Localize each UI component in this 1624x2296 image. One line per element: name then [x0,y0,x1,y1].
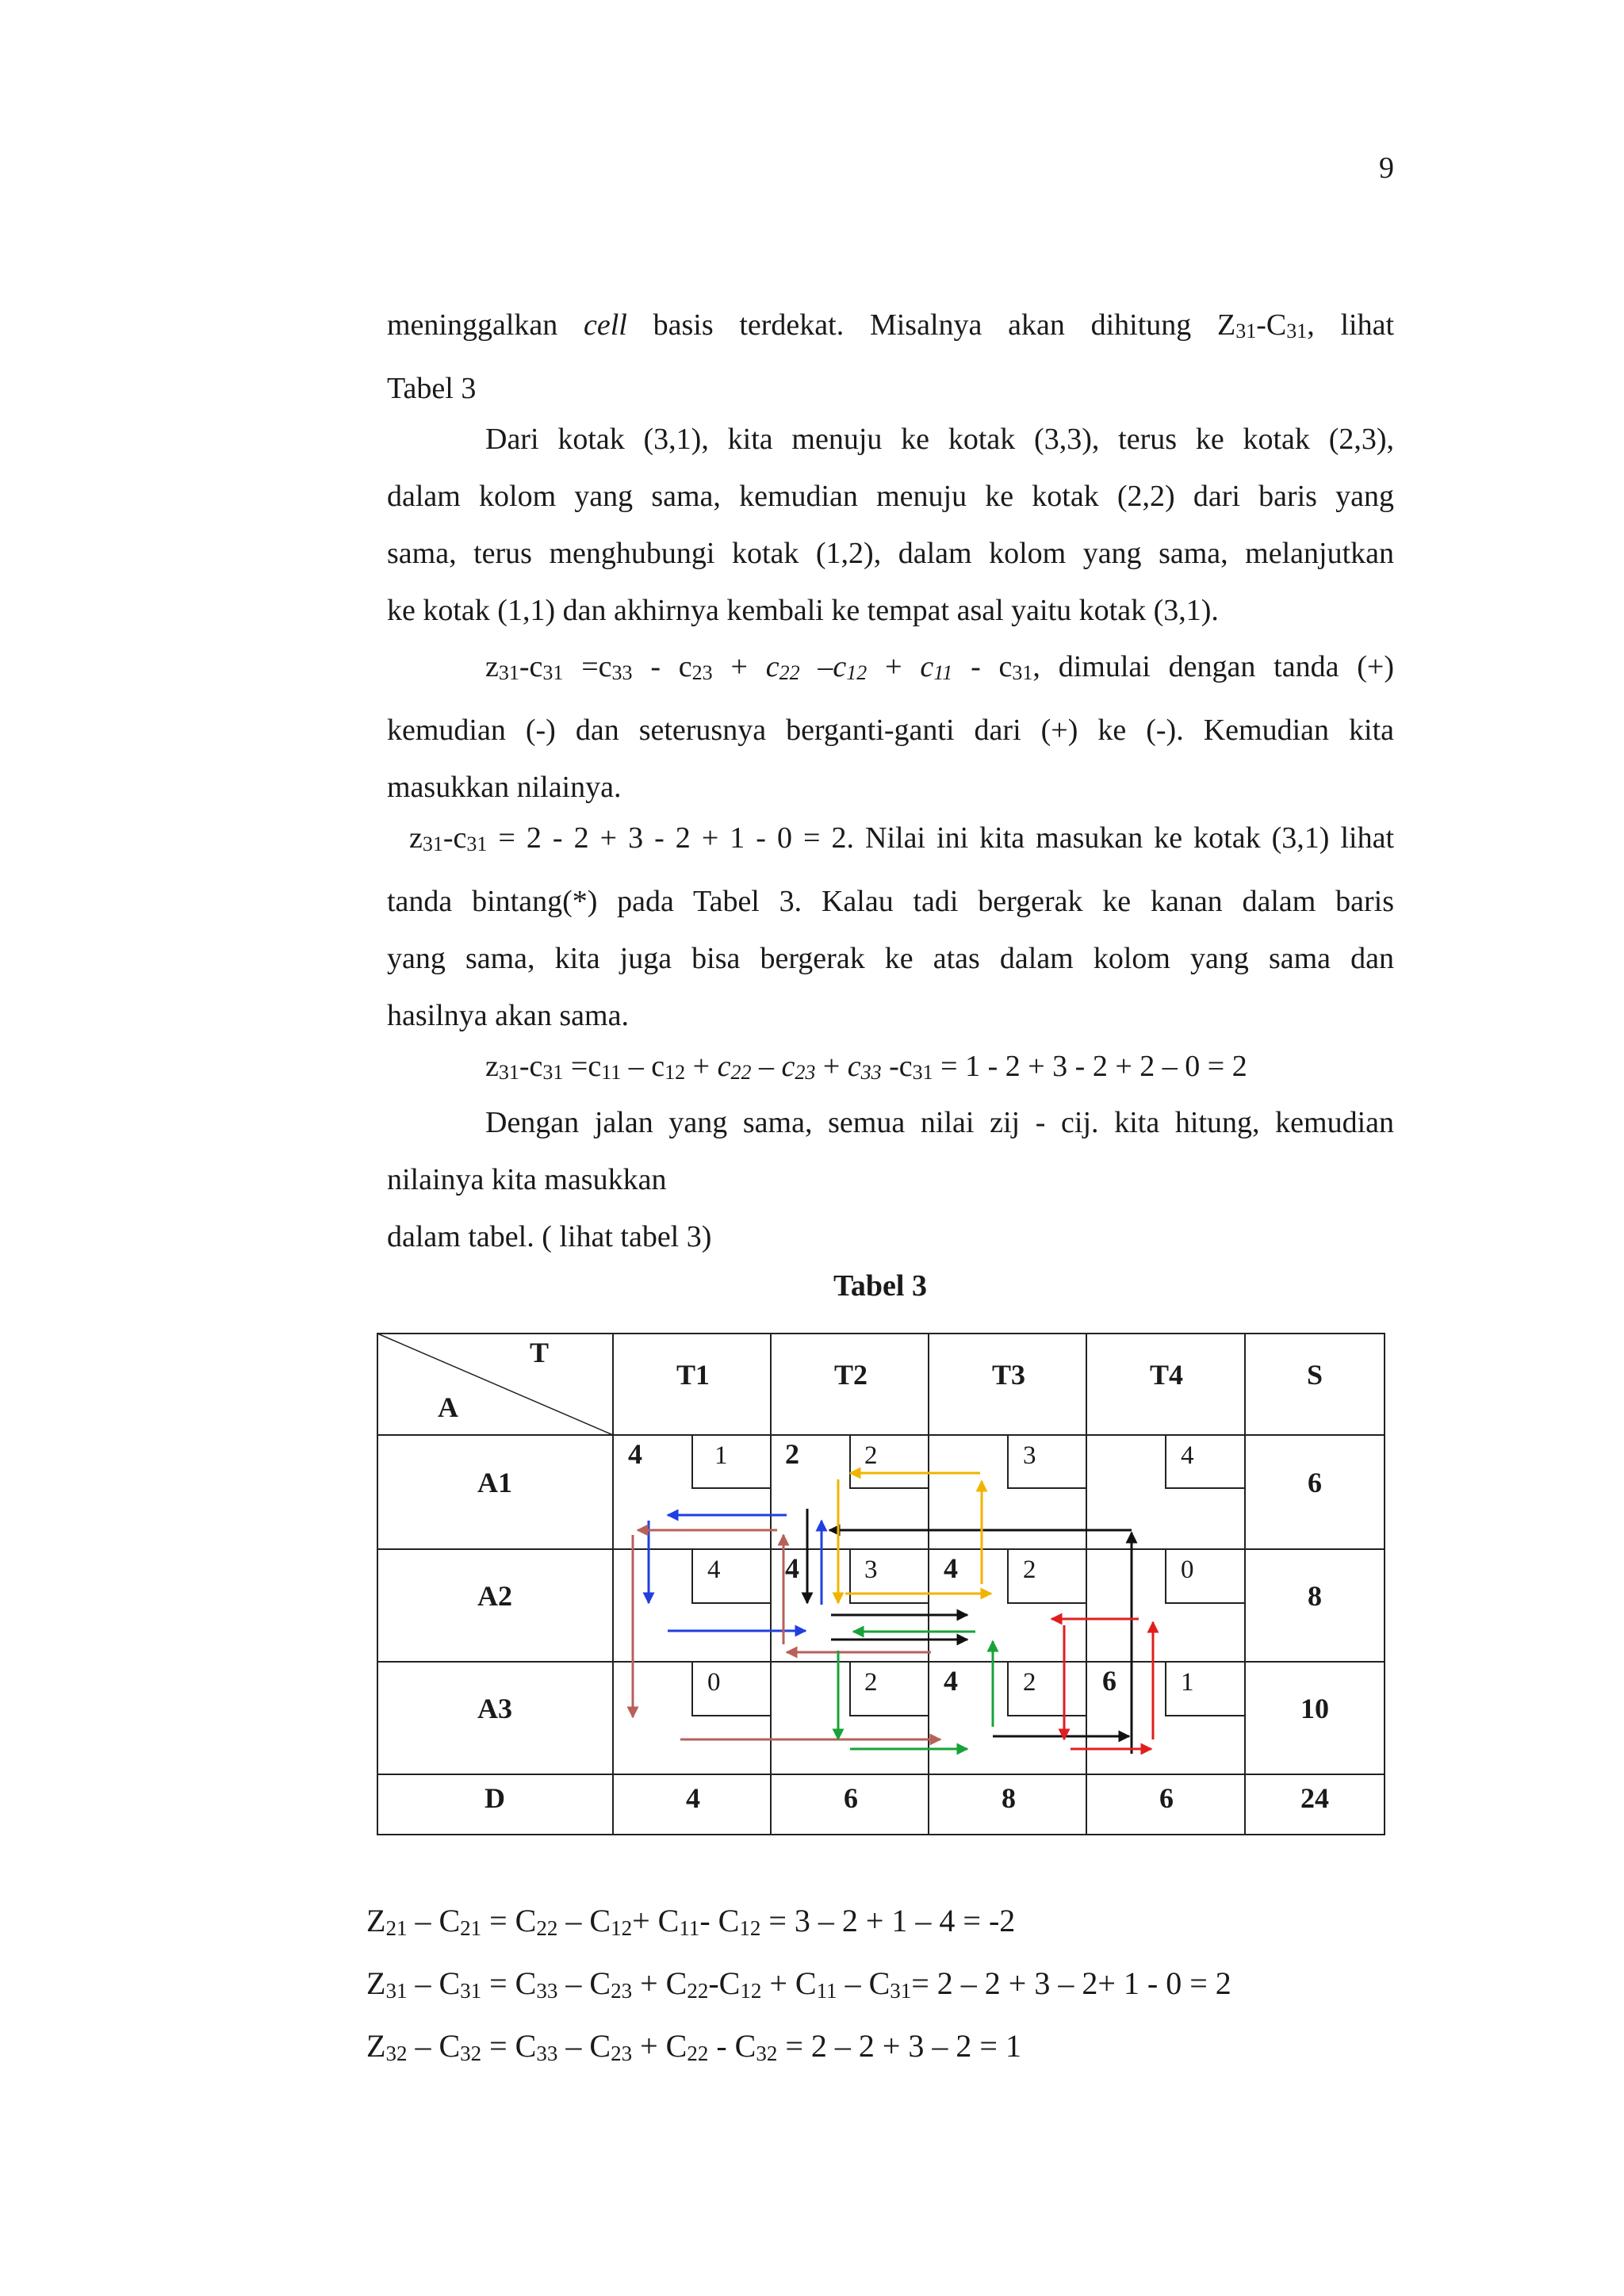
equation-z21: $Z_{21} - C_{21} = C_{22} - C_{12}+ C_{11}-$ $C_{12} = 3 - 2 + 1 - 4 = -2$ [366,1903,1016,1940]
cost-2-3: 2 [1023,1556,1036,1584]
row-header-a2: A2 [477,1580,512,1612]
row-header-a3: A3 [477,1693,512,1724]
cost-1-2: 2 [864,1441,878,1470]
demand-t4: 6 [1159,1782,1174,1814]
paragraph-5-line-1: $z_{31}-c_{31} =c_{11} - c_{12} + c_{22} - c_{23} + c_{33}$ $-c_{31} = 1 - 2 + 3 - 2 + 2 - 0 = 2$ [485,1050,1247,1084]
supply-a3: 10 [1300,1693,1329,1724]
paragraph-3-line-1: $z_{31}-c_{31} =c_{33} - c_{23} + c_{22}$ $-c_{12} + c_{11} - c_{31}$, dimulai dengan tanda (+) [485,650,1394,684]
corner-label-a: A [438,1391,458,1423]
equations-block [366,1893,1231,2081]
paragraph-2-line-4: ke kotak (1,1) dan akhirnya kembali ke tempat asal yaitu kotak (3,1). [387,594,1219,627]
col-header-s: S [1306,1359,1323,1391]
cost-3-3: 2 [1023,1668,1036,1697]
demand-t2: 6 [844,1782,858,1814]
formula-z31-values: $z_{31}-c_{31}$ [409,821,488,855]
row-header-a1: A1 [477,1467,512,1498]
paragraph-2-line-2: dalam kolom yang sama, kemudian menuju ke kotak (2,2) dari baris yang [387,480,1394,513]
table-grid [377,1334,1385,1835]
cost-1-4: 4 [1181,1441,1194,1470]
col-header-t1: T1 [676,1359,710,1391]
table-title: Tabel 3 [833,1269,927,1303]
cost-2-4: 0 [1181,1556,1194,1584]
paragraph-3-line-3: masukkan nilainya. [387,771,622,804]
z31-c31-term: $Z_{31}-C_{31}$, [1217,308,1315,342]
cost-boxes [692,1435,1245,1716]
paragraph-2-line-1: Dari kotak (3,1), kita menuju ke kotak (3,3), terus ke kotak (2,3), [485,423,1394,456]
cost-3-1: 0 [707,1668,721,1697]
allocation-2-3: 4 [944,1552,958,1584]
paragraph-2-line-3: sama, terus menghubungi kotak (1,2), dalam kolom yang sama, melanjutkan [387,537,1394,570]
cost-3-2: 2 [864,1668,878,1697]
cost-1-3: 3 [1023,1441,1036,1470]
paragraph-4-line-2: tanda bintang(*) pada Tabel 3. Kalau tadi bergerak ke kanan dalam baris [387,885,1394,918]
cost-1-1: 1 [714,1441,728,1470]
page-number: 9 [1379,151,1394,185]
supply-a2: 8 [1308,1580,1322,1612]
col-header-t4: T4 [1149,1359,1184,1391]
allocation-1-2: 2 [785,1438,799,1470]
paragraph-1-line-1: meninggalkan cell basis terdekat. Misalnya akan dihitung $Z_{31}-C_{31}$, lihat [387,308,1395,342]
allocation-1-1: 4 [628,1438,642,1470]
equation-z31: $Z_{31} - C_{31} = C_{33} - C_{23} + C_{22}-C_{12} + C_{11} - C_{31}= 2 - 2 + 3 - 2+ 1 - 0 = 2$ [366,1965,1231,2003]
paragraph-4-line-1: $z_{31}-c_{31} = 2 - 2 + 3 - 2 + 1 - 0 = 2$. Nilai ini kita masukan ke kotak (3,1) lihat [409,821,1394,855]
paragraph-1-line-2: Tabel 3 [387,372,477,405]
demand-t1: 4 [686,1782,700,1814]
supply-a1: 6 [1308,1467,1322,1498]
paragraph-4-line-4: hasilnya akan sama. [387,999,629,1032]
demand-total: 24 [1300,1782,1329,1814]
formula-z31-alternate: $z_{31}-c_{31} =c_{11} - c_{12} + c_{22} - c_{23} + c_{33}$ $-c_{31}$ [485,1050,933,1084]
col-header-t3: T3 [991,1359,1026,1391]
allocation-3-3: 4 [944,1665,958,1697]
cost-2-2: 3 [864,1556,878,1584]
paragraph-6-line-2: nilainya kita masukkan [387,1163,667,1196]
paragraph-4-line-3: yang sama, kita juga bisa bergerak ke atas dalam kolom yang sama dan [387,942,1394,975]
cost-2-1: 4 [707,1556,721,1584]
equation-z32: $Z_{32} - C_{32} = C_{33} - C_{23} + C_{22} - C_{32} = 2 - 2 + 3 - 2 = 1$ [366,2028,1021,2065]
formula-z31: $z_{31}-c_{31} =c_{33} - c_{23} + c_{22}$ $-c_{12} + c_{11} - c_{31}$ [485,650,1033,684]
allocation-2-2: 4 [785,1552,799,1584]
paragraph-3-line-2: kemudian (-) dan seterusnya berganti-ganti dari (+) ke (-). Kemudian kita [387,714,1394,747]
paragraph-6-line-3: dalam tabel. ( lihat tabel 3) [387,1220,712,1253]
col-header-t2: T2 [833,1359,868,1391]
row-header-d: D [485,1782,505,1814]
corner-label-t: T [529,1337,550,1368]
demand-t3: 8 [1002,1782,1016,1814]
allocation-3-4: 6 [1102,1665,1116,1697]
paragraph-6-line-1: Dengan jalan yang sama, semua nilai zij - cij. kita hitung, kemudian [485,1106,1394,1139]
cost-3-4: 1 [1181,1668,1194,1697]
